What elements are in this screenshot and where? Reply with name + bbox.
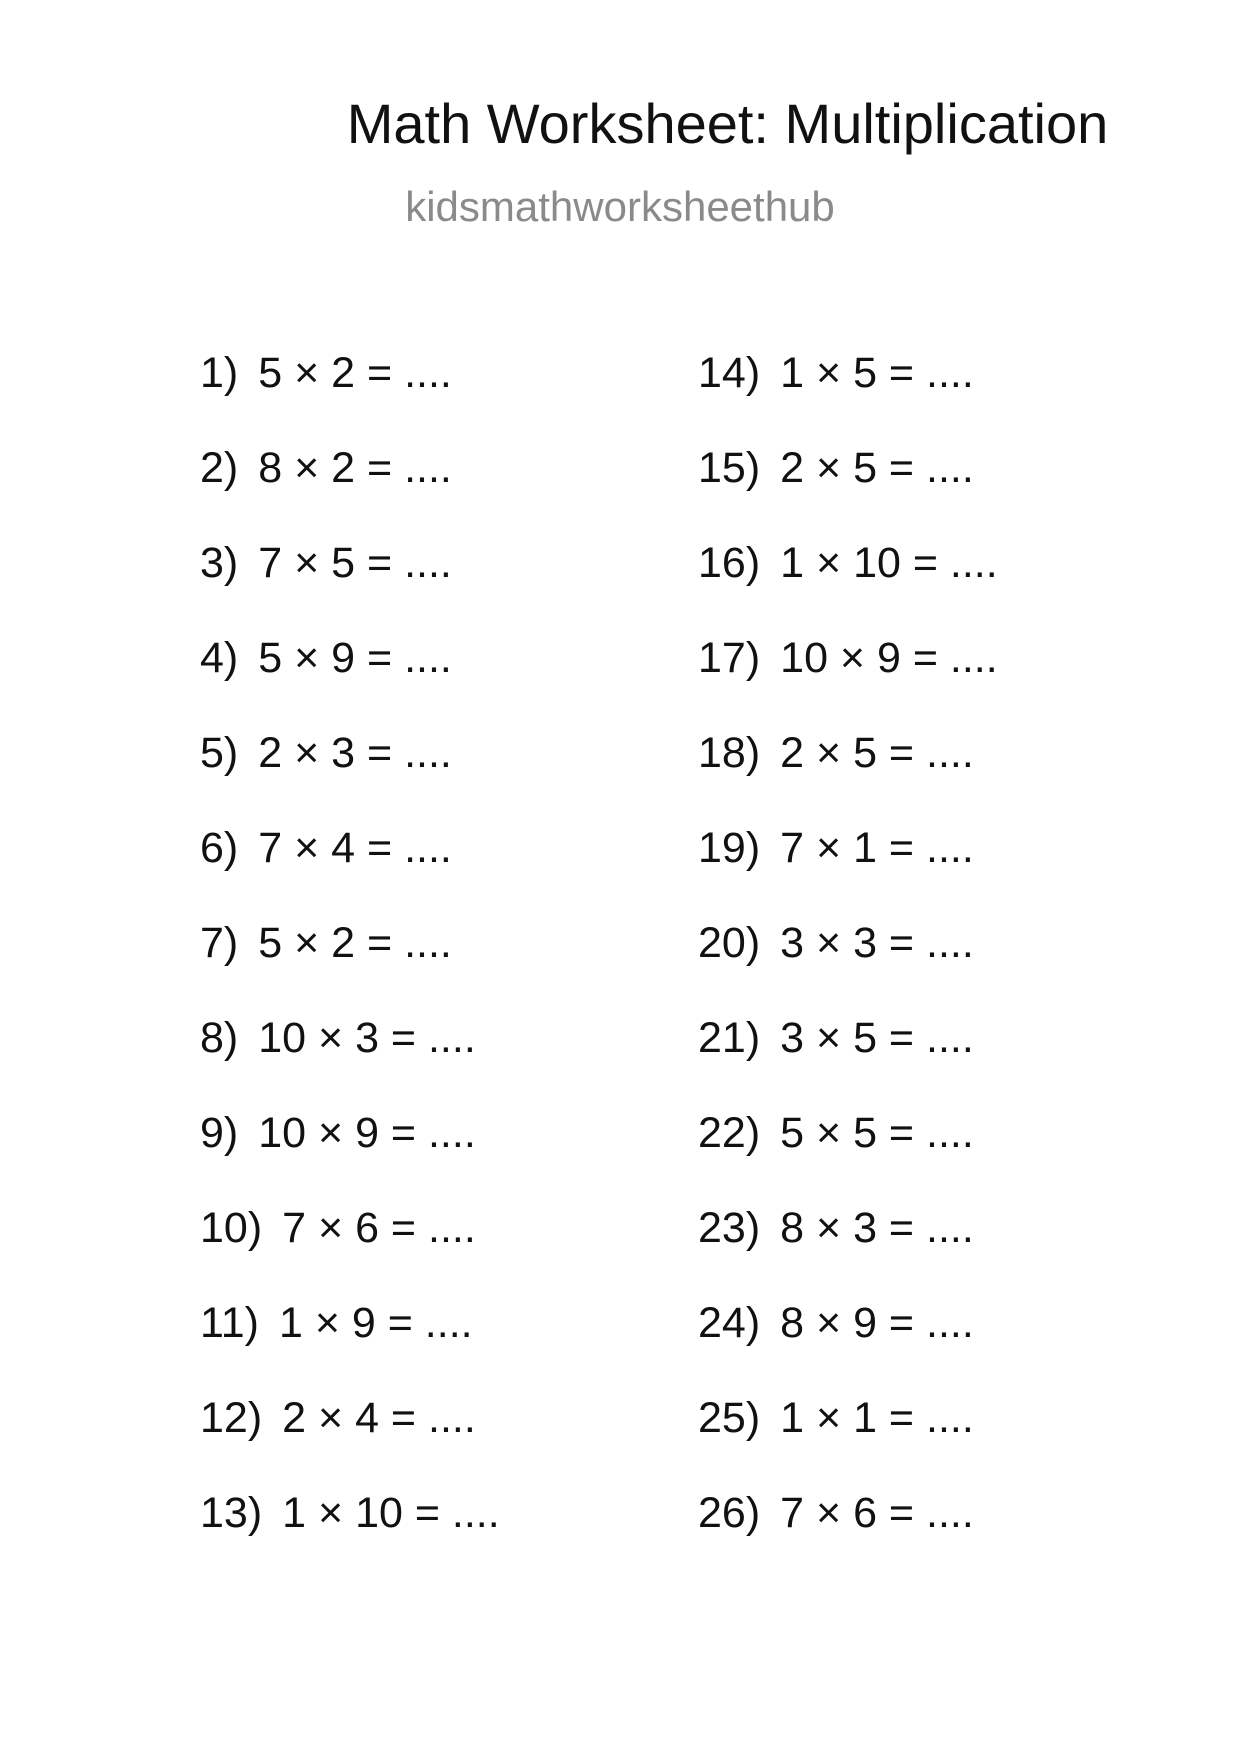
problem-item xyxy=(200,349,680,447)
page-title: Math Worksheet: Multiplication xyxy=(346,92,1109,155)
problem-item xyxy=(698,1014,1178,1112)
problem-number: 11) xyxy=(200,1299,259,1347)
problem-expression: 2 × 5 = .... xyxy=(780,444,974,492)
problem-expression: 7 × 1 = .... xyxy=(780,824,974,872)
problem-number: 25) xyxy=(698,1394,761,1442)
problem-number: 13) xyxy=(200,1489,263,1537)
problem-expression: 5 × 2 = .... xyxy=(258,919,452,967)
problem-expression: 3 × 3 = .... xyxy=(780,919,974,967)
problem-expression: 7 × 5 = .... xyxy=(258,539,452,587)
problem-number: 22) xyxy=(698,1109,761,1157)
problem-number: 16) xyxy=(698,539,761,587)
problem-item xyxy=(200,539,680,637)
problem-expression: 1 × 1 = .... xyxy=(780,1394,974,1442)
problem-expression: 2 × 3 = .... xyxy=(258,729,452,777)
problem-number: 15) xyxy=(698,444,761,492)
problem-expression: 3 × 5 = .... xyxy=(780,1014,974,1062)
problem-expression: 1 × 9 = .... xyxy=(278,1299,473,1347)
problem-item xyxy=(200,444,680,542)
problem-expression: 8 × 2 = .... xyxy=(258,444,452,492)
problem-number: 8) xyxy=(200,1014,239,1062)
problem-number: 7) xyxy=(200,919,239,967)
problem-item xyxy=(698,634,1178,732)
problem-item xyxy=(698,1394,1178,1492)
problem-expression: 5 × 5 = .... xyxy=(780,1109,974,1157)
problem-item xyxy=(698,919,1178,1017)
problem-number: 14) xyxy=(698,349,761,397)
problem-number: 18) xyxy=(698,729,761,777)
problem-item xyxy=(698,1299,1178,1397)
problem-item xyxy=(200,1489,680,1587)
problem-item xyxy=(200,634,680,732)
problem-number: 9) xyxy=(200,1109,239,1157)
problem-item xyxy=(698,1204,1178,1302)
problem-expression: 8 × 9 = .... xyxy=(780,1299,974,1347)
problem-number: 21) xyxy=(698,1014,761,1062)
problem-expression: 10 × 3 = .... xyxy=(258,1014,476,1062)
problem-number: 1) xyxy=(200,349,239,397)
problem-item xyxy=(200,824,680,922)
problem-number: 5) xyxy=(200,729,239,777)
problem-item xyxy=(698,729,1178,827)
problem-expression: 7 × 4 = .... xyxy=(258,824,452,872)
problem-number: 4) xyxy=(200,634,239,682)
problem-number: 6) xyxy=(200,824,239,872)
problem-item xyxy=(200,1204,680,1302)
problem-expression: 5 × 9 = .... xyxy=(258,634,452,682)
problem-expression: 2 × 5 = .... xyxy=(780,729,974,777)
problem-expression: 1 × 10 = .... xyxy=(780,539,998,587)
problem-expression: 10 × 9 = .... xyxy=(258,1109,476,1157)
problem-expression: 1 × 10 = .... xyxy=(282,1489,500,1537)
problem-item xyxy=(200,729,680,827)
problem-number: 17) xyxy=(698,634,761,682)
problem-number: 20) xyxy=(698,919,761,967)
problem-item xyxy=(698,1109,1178,1207)
problem-item xyxy=(698,444,1178,542)
problem-number: 24) xyxy=(698,1299,761,1347)
problem-item xyxy=(698,349,1178,447)
problem-number: 19) xyxy=(698,824,761,872)
problem-number: 3) xyxy=(200,539,239,587)
problem-column-right xyxy=(698,349,1178,1587)
problem-expression: 10 × 9 = .... xyxy=(780,634,998,682)
problem-item xyxy=(698,824,1178,922)
problem-number: 23) xyxy=(698,1204,761,1252)
problem-expression: 5 × 2 = .... xyxy=(258,349,452,397)
problem-item xyxy=(200,1299,680,1397)
problem-expression: 7 × 6 = .... xyxy=(282,1204,476,1252)
problem-expression: 1 × 5 = .... xyxy=(780,349,974,397)
problem-item xyxy=(698,1489,1178,1587)
problem-number: 2) xyxy=(200,444,239,492)
problem-item xyxy=(200,919,680,1017)
problem-expression: 2 × 4 = .... xyxy=(282,1394,476,1442)
problem-item xyxy=(698,539,1178,637)
problem-item xyxy=(200,1394,680,1492)
problem-item xyxy=(200,1014,680,1112)
problem-expression: 8 × 3 = .... xyxy=(780,1204,974,1252)
problem-item xyxy=(200,1109,680,1207)
problem-column-left xyxy=(200,349,680,1587)
problem-number: 26) xyxy=(698,1489,761,1537)
problem-number: 12) xyxy=(200,1394,263,1442)
problem-expression: 7 × 6 = .... xyxy=(780,1489,974,1537)
site-name: kidsmathworksheethub xyxy=(405,183,835,230)
problem-number: 10) xyxy=(200,1204,263,1252)
